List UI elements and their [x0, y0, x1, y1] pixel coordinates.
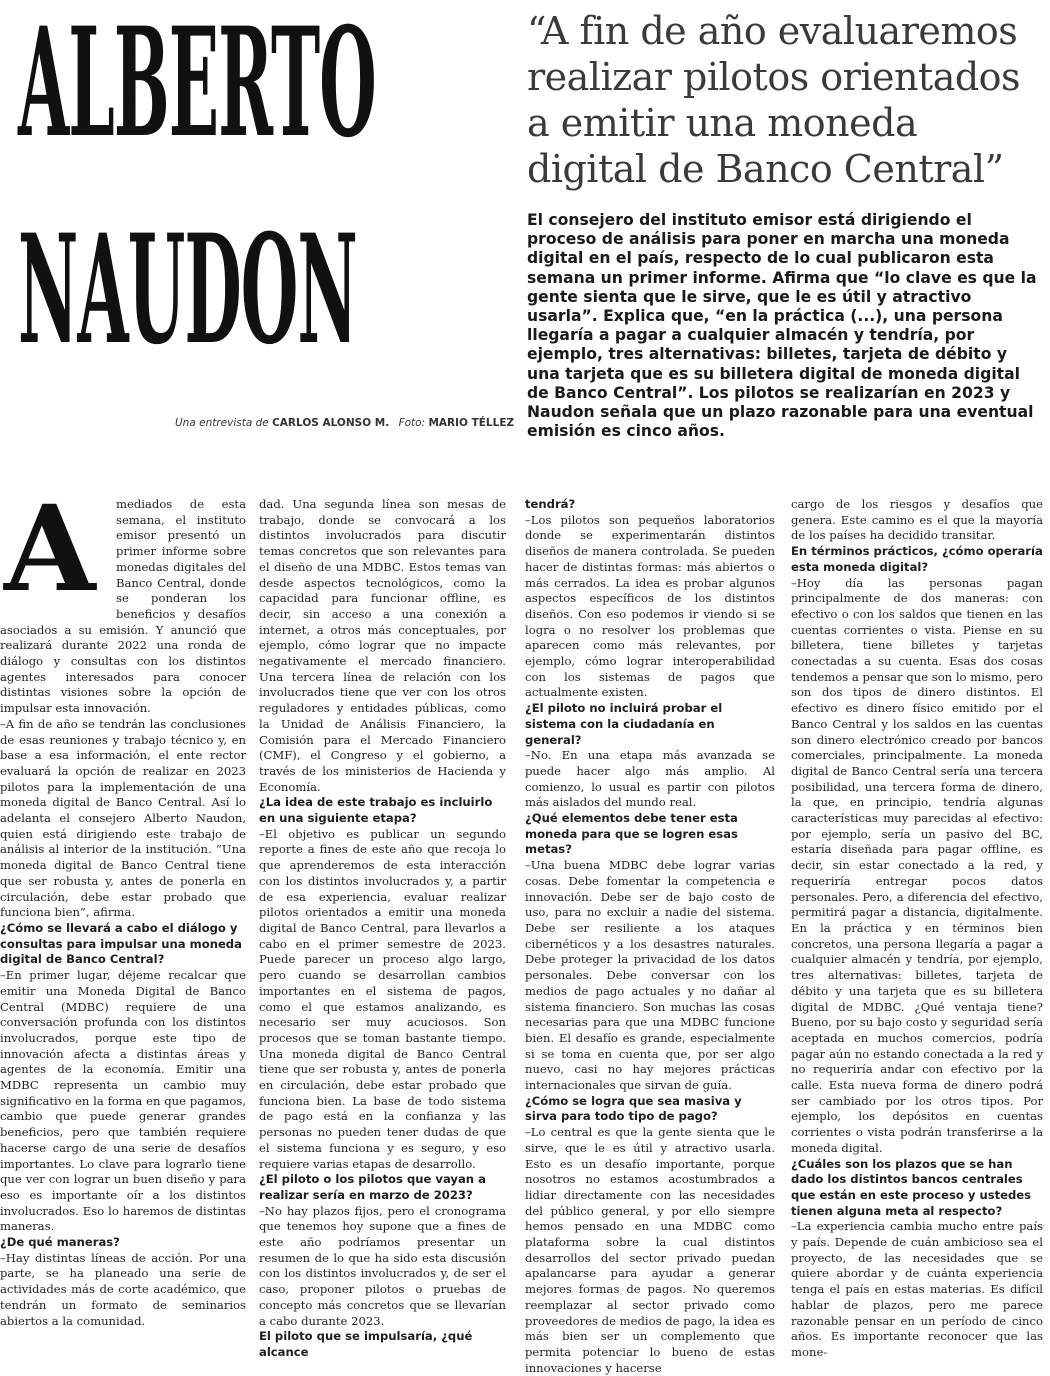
article-paragraph: cargo de los riesgos y desafíos que genera. Este camino es el que la mayoría de los países ha decidido transitar.	[791, 497, 1043, 543]
interview-question: ¿De qué maneras?	[0, 1235, 120, 1250]
headline-name-last: NAUDON	[18, 202, 357, 378]
article-paragraph: mediados de esta semana, el instituto emisor presentó un primer informe sobre monedas digitales del Banco Central, donde se ponderan los beneficios y desafíos asociados a su emisión. Y anunció que realizará durante 2022 una ronda de diálogo y consultas con los distintos agentes interesados para conocer distintas visiones sobre la opción de impulsar esta innovación.	[0, 497, 246, 716]
article-paragraph: dad. Una segunda línea son mesas de trabajo, donde se convocará a los distintos involucrados para discutir temas concretos que son relevantes para el diseño de una MDBC. Estos temas van desde aspectos tecnológicos, como la capacidad para funcionar offline, es decir, sin acceso a una conexión a internet, a otros más conceptuales, por ejemplo, cómo lograr que no impacte negativamente el mercado financiero. Una tercera línea de relación con los involucrados tiene que ver con los otros reguladores y entidades públicas, como la Unidad de Análisis Financiero, la Comisión para el Mercado Financiero (CMF), el Congreso y el gobierno, a través de los ministerios de Hacienda y Economía.	[259, 497, 506, 794]
article-column-4	[791, 497, 1044, 1359]
lead-paragraph: El consejero del instituto emisor está dirigiendo el proceso de análisis para poner en marcha una moneda digital en el país, respecto de lo cual publicaron esta semana un primer informe. Afirma que “lo clave es que la gente sienta que le sirve, que le es útil y atractivo usarla”. Explica que, “en la práctica (...), una persona llegaría a pagar a cualquier almacén y tendría, por ejemplo, tres alternativas: billetes, tarjeta de débito y una tarjeta que es su billetera digital de moneda digital de Banco Central”. Los pilotos se realizarían en 2023 y Naudon señala que un plazo razonable para una eventual emisión es cinco años.	[527, 211, 1037, 441]
interview-question: ¿Cuáles son los plazos que se han dado los distintos bancos centrales que están en este proceso y ustedes tienen alguna meta al respecto?	[791, 1156, 1032, 1218]
byline-interviewer: CARLOS ALONSO M.	[272, 417, 390, 429]
byline	[175, 417, 520, 429]
article-paragraph: –Los pilotos son pequeños laboratorios donde se experimentarán distintos diseños de manera controlada. Se pueden hacer de distintas formas: más abiertos o más cerrados. La idea es probar algunos aspectos específicos de los distintos diseños. Con eso podemos ir viendo si se logra o no resolver los problemas que aparecen como más relevantes, por ejemplo, cómo lograr interoperabilidad con los sistemas de pagos que actualmente existen.	[525, 512, 775, 700]
byline-interview-prefix: Una entrevista de	[175, 417, 269, 429]
interview-question: ¿Cómo se logra que sea masiva y sirva para todo tipo de pago?	[525, 1093, 742, 1124]
interview-question: En términos prácticos, ¿cómo operaría esta moneda digital?	[791, 544, 1043, 574]
byline-photographer: MARIO TÉLLEZ	[428, 417, 515, 429]
article-column-3	[525, 497, 776, 1375]
interview-question: tendrá?	[525, 497, 576, 511]
interview-question: El piloto que se impulsaría, ¿qué alcance	[259, 1329, 473, 1359]
interview-question: ¿El piloto no incluirá probar el sistema con la ciudadanía en general?	[525, 701, 723, 747]
article-paragraph: –No hay plazos fijos, pero el cronograma que tenemos hoy supone que a fines de este año podríamos presentar un resumen de lo que ha sido esta discusión con los distintos involucrados y, de ser el caso, proponer pilotos o pruebas de concepto más concretos que se llevarían a cabo durante 2023.	[259, 1203, 506, 1328]
article-paragraph: –Hay distintas líneas de acción. Por una parte, se ha planeado una serie de actividades más de corte académico, que tendrán un formato de seminarios abiertos a la comunidad.	[0, 1250, 246, 1328]
article-paragraph: –No. En una etapa más avanzada se puede hacer algo más amplio. Al comienzo, lo usual es partir con pilotos más aislados del mundo real.	[525, 748, 775, 810]
headline-name-first: ALBERTO	[18, 0, 376, 171]
headline-quote: “A fin de año evaluaremos realizar pilotos orientados a emitir una moneda digital de Banco Central”	[527, 9, 1021, 191]
article-paragraph: –El objetivo es publicar un segundo reporte a fines de este año que recoja lo que aprenderemos de esta interacción con los distintos involucrados y, a partir de esa experiencia, evaluar realizar pilotos orientados a emitir una moneda digital de Banco Central, para llevarlos a cabo en el primer semestre de 2023. Puede parecer un proceso algo largo, pero cuando se desarrollan cambios importantes en el sistema de pagos, como el que estamos analizando, es necesario ser muy acuciosos. Son procesos que se toman bastante tiempo. Una moneda digital de Banco Central tiene que ser robusta y, antes de ponerla en circulación, debe estar probado que funciona bien. La base de todo sistema de pago está en la confianza y las personas no pueden tener dudas de que el sistema funciona y es seguro, y eso requiere varias etapas de desarrollo.	[259, 826, 506, 1171]
article-column-2	[259, 497, 506, 1359]
article-paragraph: –La experiencia cambia mucho entre país y país. Depende de cuán ambicioso sea el proyecto, de las necesidades que se quiere abordar y de cuánta experiencia tenga el país en estas materias. Es difícil hablar de plazos, pero me parece razonable pensar en un período de cinco años. Es importante reconocer que las mone-	[791, 1219, 1043, 1359]
byline-photo-prefix: Foto:	[398, 417, 426, 429]
article-paragraph: –A fin de año se tendrán las conclusiones de esas reuniones y trabajo técnico y, en base a esa información, el ente rector evaluará la opción de realizar en 2023 pilotos para la implementación de una moneda digital de Banco Central. Así lo adelanta el consejero Alberto Naudon, quien está dirigiendo este trabajo de análisis al interior de la institución. “Una moneda digital de Banco Central tiene que ser robusta y, antes de ponerla en circulación, debe estar probado que funciona bien”, afirma.	[0, 716, 246, 920]
interview-question: ¿Qué elementos debe tener esta moneda para que se logren esas metas?	[525, 811, 738, 857]
article-paragraph: –Una buena MDBC debe lograr varias cosas. Debe fomentar la competencia e innovación. Debe ser de bajo costo de uso, para no excluir a nadie del sistema. Debe ser resiliente a los ataques cibernéticos y a los desastres naturales. Debe proteger la privacidad de los datos personales. Debe conversar con los medios de pago actuales y no dañar al sistema financiero. Son muchas las cosas necesarias para que una MDBC funcione bien. El desafío es grande, especialmente si se toma en cuenta que, por ser algo nuevo, casi no hay mejores prácticas internacionales que sirvan de guía.	[525, 858, 775, 1093]
dropcap: A	[4, 479, 96, 618]
article-column-1	[0, 479, 246, 1328]
article-paragraph: –Hoy día las personas pagan principalmente de dos maneras: con efectivo o con los saldos que tienen en las cuentas corrientes o vista. Piense en su billetera, tiene billetes y tarjetas conectadas a su cuenta. Esas dos cosas tendemos a pensar que son lo mismo, pero son dos tipos de dinero distintos. El efectivo es dinero físico emitido por el Banco Central y los saldos en las cuentas son dinero electrónico creado por bancos comerciales, principalmente. La moneda digital de Banco Central sería una tercera posibilidad, una tercera forma de dinero, la que, en principio, tendría algunas características muy parecidas al efectivo: por ejemplo, sería un pasivo del BC, estaría diseñada para pagar offline, es decir, sin estar conectado a la red, y requeriría entregar pocos datos personales. Pero, a diferencia del efectivo, permitirá pagar a distancia, digitalmente. En la práctica y en términos bien concretos, una persona llegaría a pagar a cualquier almacén y tendría, por ejemplo, tres alternativas: billetes, tarjeta de débito y una tarjeta que es su billetera digital de MDBC. ¿Qué ventaja tiene? Bueno, por su bajo costo y seguridad sería aceptada en muchos comercios, podría pagar aún no estando conectada a la red y no requeriría andar con efectivo por la calle. Esta nueva forma de dinero podrá ser cambiado por los otros tipos. Por ejemplo, los depósitos en cuentas corrientes o vista podrán transferirse a la moneda digital.	[791, 575, 1044, 1155]
article-paragraph: –En primer lugar, déjeme recalcar que emitir una Moneda Digital de Banco Central (MDBC) requiere de una conversación profunda con los distintos involucrados, porque este tipo de innovación afecta a distintas áreas y agentes de la economía. Emitir una MDBC representa un cambio muy significativo en la forma en que pagamos, cambio que puede generar grandes beneficios, pero que también requiere hacerse cargo de una serie de desafíos importantes. Lo clave para lograrlo tiene que ver con lograr un buen diseño y para eso es importante oír a los distintos involucrados. Eso lo haremos de distintas maneras.	[0, 968, 246, 1234]
interview-question: ¿Cómo se llevará a cabo el diálogo y consultas para impulsar una moneda digital de Banco Central?	[0, 920, 242, 967]
interview-question: ¿La idea de este trabajo es incluirlo en una siguiente etapa?	[259, 795, 493, 826]
interview-question: ¿El piloto o los pilotos que vayan a realizar sería en marzo de 2023?	[259, 1172, 486, 1202]
article-paragraph: –Lo central es que la gente sienta que le sirve, que le es útil y atractivo usarla. Esto es un desafío importante, porque nosotros no estamos acostumbrados a lidiar directamente con las necesidades del público general, y por ello siempre hemos pensado en una MDBC como plataforma sobre la cual distintos desarrollos del sector privado puedan apalancarse para ayudar a generar mejores formas de pagos. No queremos reemplazar al sector privado como proveedores de medios de pago, la idea es más bien ser un complemento que permita potenciar lo bueno de estas innovaciones y hacerse	[525, 1125, 776, 1375]
